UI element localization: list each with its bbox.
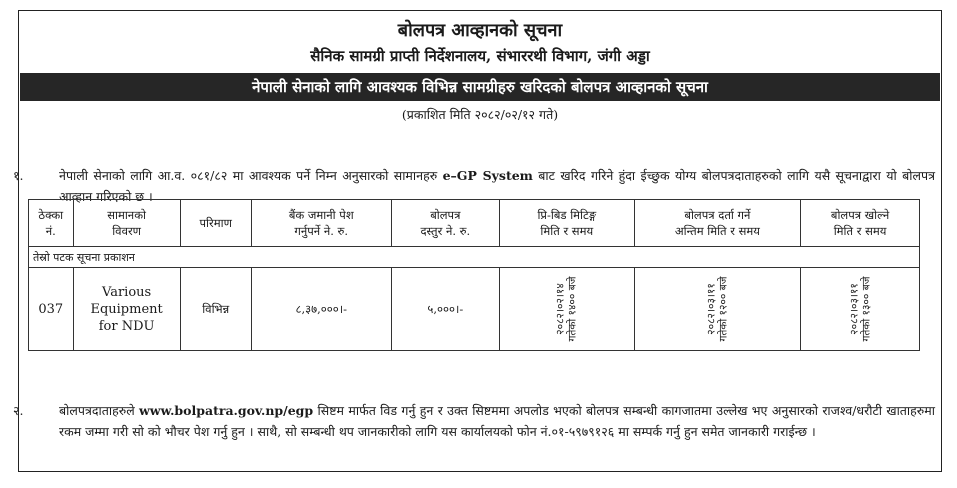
prebid-datetime: २०८२।०२।१४ गतेको १४०० बजे	[499, 268, 634, 351]
notice-title: बोलपत्र आव्हानको सूचना	[397, 20, 563, 41]
table-header-row	[29, 200, 920, 247]
paragraph-2	[13, 400, 941, 442]
paragraph-1-text-end: बाट खरिद गरिने हुंदा ईच्छुक योग्य बोलपत्रदाताहरुको लागि यसै सूचनाद्वारा यो बोलपत्र आव्हान गरिएको छ ।	[59, 168, 935, 204]
header-bank-guarantee: बैंक जमानी पेश गर्नुपर्ने ने. रु.	[251, 200, 391, 247]
header-bid-opening: बोलपत्र खोल्ने मिति र समय	[801, 200, 920, 247]
contract-number: 037	[29, 268, 74, 351]
notice-banner: नेपाली सेनाको लागि आवश्यक विभिन्न सामग्रीहरु खरिदको बोलपत्र आव्हानको सूचना	[20, 73, 940, 101]
paragraph-2-number: २.	[13, 403, 24, 418]
issuing-office: सैनिक सामग्री प्राप्ती निर्देशनालय, संभाररथी विभाग, जंगी अड्डा	[310, 47, 650, 65]
header-quantity: परिमाण	[180, 200, 251, 247]
egp-system-label: e–GP System	[442, 168, 533, 183]
publication-date: (प्रकाशित मिति २०८२/०२/१२ गते)	[401, 107, 559, 122]
bank-guarantee-amount: ८,३७,०००।-	[251, 268, 391, 351]
header-item-description: सामानको विवरण	[73, 200, 180, 247]
quantity-value: विभिन्न	[180, 268, 251, 351]
submission-datetime: २०८२।०३।११ गतेको १२०० बजे	[634, 268, 801, 351]
paragraph-2-text-start: बोलपत्रदाताहरुले	[59, 403, 140, 418]
bolpatra-url: www.bolpatra.gov.np/egp	[139, 403, 314, 418]
opening-datetime: २०८२।०३।११ गतेको १३०० बजे	[801, 268, 920, 351]
header-prebid-meeting: प्रि-बिड मिटिङ्ग मिति र समय	[499, 200, 634, 247]
header-submission-deadline: बोलपत्र दर्ता गर्ने अन्तिम मिति र समय	[634, 200, 801, 247]
paragraph-1-number: १.	[13, 168, 24, 183]
header-bid-fee: बोलपत्र दस्तुर ने. रु.	[391, 200, 499, 247]
header-contract-no: ठेक्का नं.	[29, 200, 74, 247]
paragraph-2-text-end: सिष्टम मार्फत विड गर्नु हुन र उक्त सिष्टममा अपलोड भएको बोलपत्र सम्बन्धी कागजातमा उल्लेख भए अनुसारको राजश्व/धरौटी खाताहरुमा रकम जम्मा गरी सो को भौचर पेश गर्नु हुन । साथै, सो सम्बन्धी थप जानकारीको लागि यस कार्यालयको फोन नं.०१-५९७९१२६ मा सम्पर्क गर्नु हुन समेत जानकारी गराईन्छ ।	[59, 403, 935, 439]
item-description: Various Equipment for NDU	[73, 268, 180, 351]
table-row	[29, 268, 920, 351]
tender-table	[28, 199, 920, 351]
bid-fee-amount: ५,०००।-	[391, 268, 499, 351]
paragraph-1-text-start: नेपाली सेनाको लागि आ.व. ०८१/८२ मा आवश्यक पर्ने निम्न अनुसारको सामानहरु	[59, 168, 443, 183]
section-label: तेस्रो पटक सूचना प्रकाशन	[29, 247, 920, 268]
